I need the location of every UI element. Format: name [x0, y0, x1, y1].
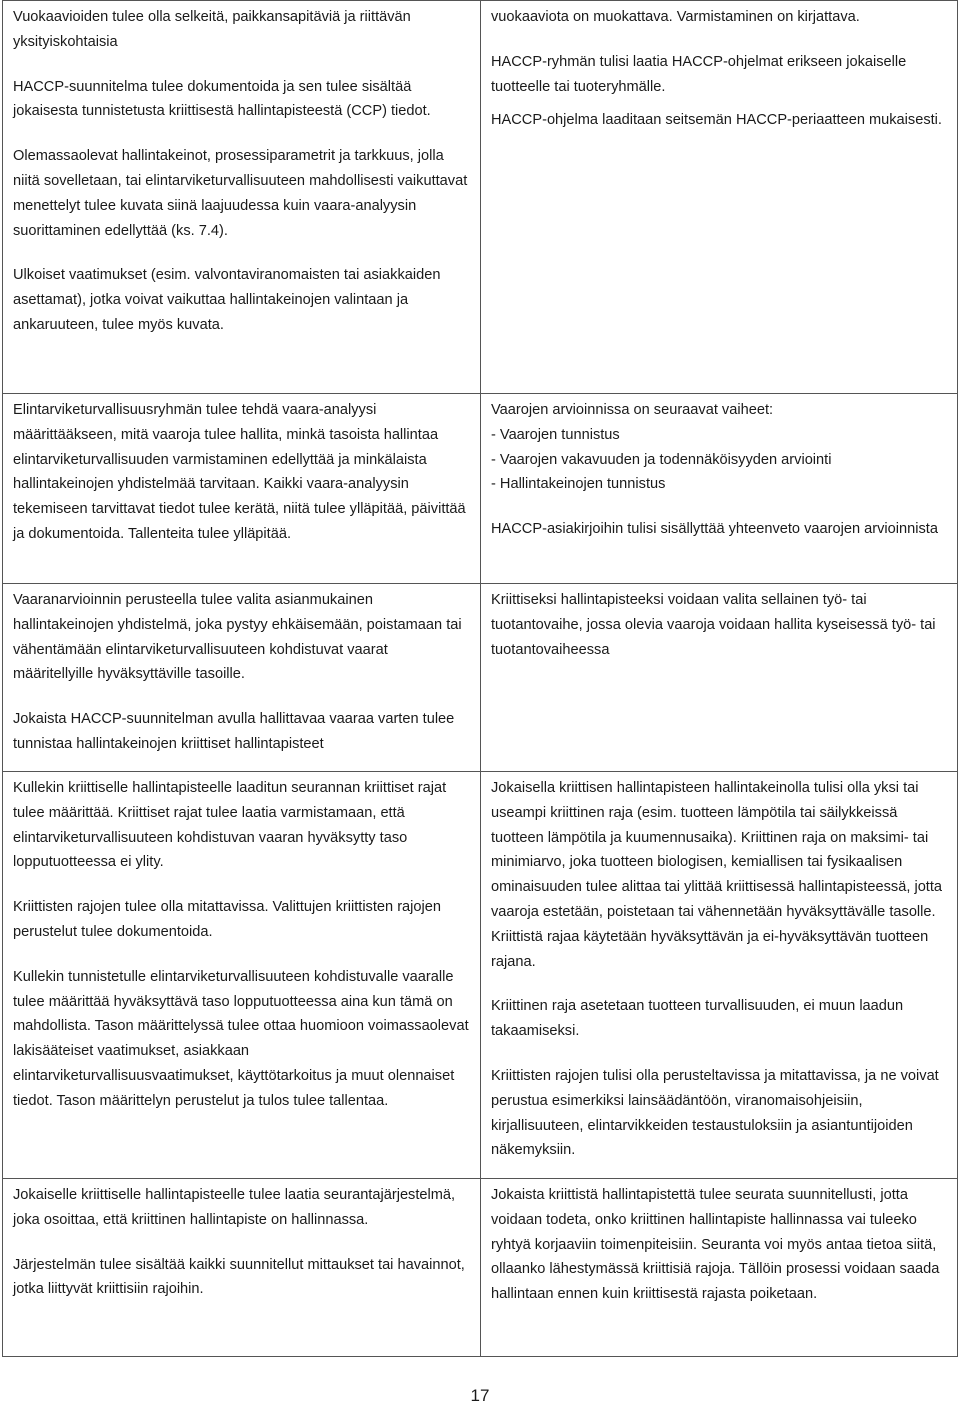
paragraph: Vaaranarvioinnin perusteella tulee valita asianmukainen hallintakeinojen yhdistelmä, joka pystyy ehkäisemään, poistamaan tai vähentämään elintarviketurvallisuuteen kohdistuvat vaarat määritellyille hyväksyttäville tasoille. — [13, 592, 462, 683]
paragraph: HACCP-suunnitelma tulee dokumentoida ja sen tulee sisältää jokaisesta tunnistetusta kriittisestä hallintapisteestä (CCP) tiedot. — [13, 78, 431, 120]
table-row — [3, 394, 958, 584]
right-cell — [481, 1179, 958, 1357]
paragraph: Ulkoiset vaatimukset (esim. valvontaviranomaisten tai asiakkaiden asettamat), jotka voivat vaikuttaa hallintakeinojen valintaan ja ankaruuteen, tulee myös kuvata. — [13, 267, 441, 333]
document-table — [2, 0, 958, 1357]
paragraph: Kriittinen raja asetetaan tuotteen turvallisuuden, ei muun laadun takaamiseksi. — [491, 998, 904, 1040]
left-cell — [3, 1, 481, 394]
list-item: - Hallintakeinojen tunnistus — [491, 476, 666, 493]
right-cell — [481, 394, 958, 584]
paragraph: Jokaista HACCP-suunnitelman avulla hallittavaa vaaraa varten tulee tunnistaa hallintakeinojen kriittiset hallintapisteet — [13, 711, 455, 752]
left-cell — [3, 584, 481, 772]
right-cell — [481, 1, 958, 394]
paragraph: Kriittisten rajojen tulisi olla perusteltavissa ja mitattavissa, ja ne voivat perustua esimerkiksi lainsäädäntöön, viranomaisohjeisiin, kirjallisuuteen, elintarvikkeiden testaustuloksiin ja asiantuntijoiden näkemyksiin. — [491, 1067, 939, 1159]
left-cell — [3, 772, 481, 1179]
paragraph: Olemassaolevat hallintakeinot, prosessiparametrit ja tarkkuus, jolla niitä sovelletaan, tai elintarviketurvallisuuteen mahdollisesti vaikuttavat menettelyt tulee kuvata siinä laajuudessa kuin vaara-analyysin suorittaminen edellyttää (ks. 7.4). — [13, 148, 468, 239]
right-cell — [481, 584, 958, 772]
paragraph: Jokaista kriittistä hallintapistettä tulee seurata suunnitellusti, jotta voidaan todeta, onko kriittinen hallintapiste hallinnassa vai tuleeko ryhtyä korjaaviin toimenpiteisiin. Seuranta voi myös antaa tietoa siitä, ollaanko lähestymässä kriittisiä rajoja. Tällöin prosessi voidaan saada hallintaan ennen kuin kriittisestä rajasta poiketaan. — [491, 1187, 940, 1303]
paragraph: Elintarviketurvallisuusryhmän tulee tehdä vaara-analyysi määrittääkseen, mitä vaaroja tulee hallita, minkä tasoista hallintaa elintarviketurvallisuuden varmistaminen edellyttää ja minkälaista hallintakeinojen yhdistelmää tarvitaan. Kaikki vaara-analyysin tekemiseen tarvittavat tiedot tulee kerätä, niitä tulee ylläpitää, päivittää ja dokumentoida. Tallenteita tulee ylläpitää. — [13, 402, 466, 542]
paragraph: Kriittiseksi hallintapisteeksi voidaan valita sellainen työ- tai tuotantovaihe, jossa olevia vaaroja voidaan hallita kyseisessä työ- tai tuotantovaiheessa — [491, 592, 936, 658]
paragraph: Kullekin kriittiselle hallintapisteelle laaditun seurannan kriittiset rajat tulee määrittää. Kriittiset rajat tulee laatia varmistamaan, että elintarviketurvallisuuteen kohdistuvan vaaran hyväksytty taso lopputuotteessa ei ylity. — [13, 780, 447, 871]
left-cell — [3, 394, 481, 584]
page-number: 17 — [470, 1386, 490, 1405]
list-item: - Vaarojen vakavuuden ja todennäköisyyden arviointi — [491, 451, 832, 468]
list-item: - Vaarojen tunnistus — [491, 426, 620, 443]
paragraph: Kullekin tunnistetulle elintarviketurvallisuuteen kohdistuvalle vaaralle tulee määrittää hyväksyttävä taso lopputuotteessa aina kun tämä on mahdollista. Tason määrittelyssä tulee ottaa huomioon voimassaolevat lakisääteiset vaatimukset, asiakkaan elintarviketurvallisuusvaatimukset, käyttötarkoitus ja muut olennaiset tiedot. Tason määrittelyn perustelut ja tulos tulee tallentaa. — [13, 968, 469, 1109]
paragraph: Jokaisella kriittisen hallintapisteen hallintakeinolla tulisi olla yksi tai useampi kriittinen raja (esim. tuotteen lämpötila tai säilykkeissä tuotteen lämpötila ja kuumennusaika). Kriittinen raja on maksimi- tai minimiarvo, joka tuotteen biologisen, kemiallisen tai fysikaalisen ominaisuuden tulee alittaa tai ylittää kriittisessä hallintapisteessä, jotta vaaroja estetään, poistetaan tai vähennetään hyväksyttävälle tasolle. Kriittistä rajaa käytetään hyväksyttävän ja ei-hyväksyttävän tuotteen rajana. — [491, 780, 943, 970]
paragraph: Vuokaavioiden tulee olla selkeitä, paikkansapitäviä ja riittävän yksityiskohtaisia — [13, 9, 411, 50]
paragraph: vuokaaviota on muokattava. Varmistaminen on kirjattava. — [491, 9, 860, 25]
table-row — [3, 1, 958, 394]
paragraph: Jokaiselle kriittiselle hallintapisteelle tulee laatia seurantajärjestelmä, joka osoittaa, että kriittinen hallintapiste on hallinnassa. — [13, 1187, 456, 1228]
paragraph: HACCP-asiakirjoihin tulisi sisällyttää yhteenveto vaarojen arvioinnista — [491, 521, 938, 538]
paragraph: HACCP-ohjelma laaditaan seitsemän HACCP-periaatteen mukaisesti. — [491, 112, 942, 129]
paragraph: Järjestelmän tulee sisältää kaikki suunnitellut mittaukset tai havainnot, jotka liittyvät kriittisiin rajoihin. — [13, 1256, 465, 1298]
right-cell — [481, 772, 958, 1179]
table-row — [3, 1179, 958, 1357]
paragraph: Kriittisten rajojen tulee olla mitattavissa. Valittujen kriittisten rajojen perustelut tulee dokumentoida. — [13, 899, 442, 940]
paragraph: HACCP-ryhmän tulisi laatia HACCP-ohjelmat erikseen jokaiselle tuotteelle tai tuoteryhmälle. — [491, 53, 907, 95]
paragraph: Vaarojen arvioinnissa on seuraavat vaiheet: — [491, 402, 774, 418]
left-cell — [3, 1179, 481, 1357]
table-row — [3, 584, 958, 772]
table-row — [3, 772, 958, 1179]
